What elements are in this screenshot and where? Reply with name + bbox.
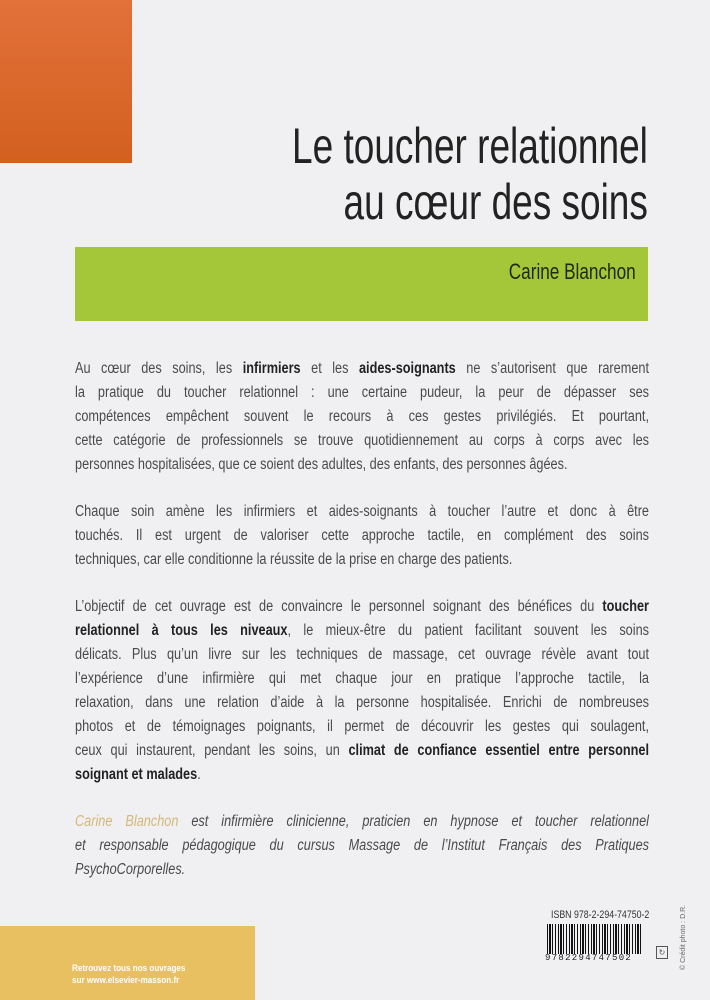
promo-website: sur www.elsevier-masson.fr [72, 975, 180, 985]
paragraph [75, 357, 649, 477]
text-segment: PsychoCorporelles. [75, 861, 186, 878]
bold-text: toucher [602, 598, 649, 615]
bold-text: relationnel à tous les niveaux [75, 622, 288, 639]
text-line [75, 643, 649, 667]
text-line [75, 429, 649, 453]
text-line [75, 524, 649, 548]
text-segment: délicats. Plus qu’un livre sur les techniques de massage, cet ouvrage révèle avant tout [75, 646, 649, 663]
paragraph [75, 595, 649, 787]
text-line [75, 810, 649, 834]
text-segment: , le mieux-être du patient facilitant souvent les soins [287, 622, 649, 639]
author-banner [75, 247, 648, 321]
recycle-icon: ↻ [656, 946, 668, 959]
barcode [547, 924, 641, 954]
bold-text: aides-soignants [358, 360, 456, 377]
text-line [75, 834, 649, 858]
author-name: Carine Blanchon [509, 259, 636, 284]
photo-credit: © Crédit photo : D.R. [680, 904, 687, 970]
text-segment: cette catégorie de professionnels se trouve quotidiennement au corps à corps avec les [75, 432, 649, 449]
barcode-digits: 9782294747502 [545, 953, 633, 963]
text-segment: Chaque soin amène les infirmiers et aides-soignants à toucher l’autre et donc à être [75, 503, 649, 520]
title-line-1: Le toucher relationnel [292, 118, 648, 174]
text-line [75, 739, 649, 763]
text-segment: l’expérience d’une infirmière qui met chaque jour en pratique l’approche tactile, la [75, 670, 649, 687]
title-line-2: au cœur des soins [343, 174, 648, 230]
bold-text: infirmiers [242, 360, 301, 377]
promo-block [0, 926, 255, 1000]
text-line [75, 667, 649, 691]
text-line [75, 357, 649, 381]
text-segment: techniques, car elle conditionne la réussite de la prise en charge des patients. [75, 551, 513, 568]
text-line [75, 715, 649, 739]
text-segment: touchés. Il est urgent de valoriser cette approche tactile, en complément des soins [75, 527, 649, 544]
text-line [75, 500, 649, 524]
text-line [75, 763, 649, 787]
text-segment: la pratique du toucher relationnel : une certaine pudeur, la peur de dépasser ses [75, 384, 649, 401]
text-segment: et les [300, 360, 359, 377]
text-segment: est infirmière clinicienne, praticien en hypnose et toucher relationnel [178, 813, 650, 830]
text-line [75, 691, 649, 715]
text-segment: Au cœur des soins, les [75, 360, 243, 377]
text-line [75, 595, 649, 619]
paragraph [75, 500, 649, 572]
text-line [75, 381, 649, 405]
promo-line-1: Retrouvez tous nos ouvrages [72, 963, 186, 973]
text-segment: personnes hospitalisées, que ce soient des adultes, des enfants, des personnes âgées. [75, 456, 568, 473]
orange-block [0, 0, 132, 163]
text-line [75, 453, 649, 477]
bold-text: climat de confiance essentiel entre personnel [348, 742, 649, 759]
text-segment: L’objectif de cet ouvrage est de convaincre le personnel soignant des bénéfices du [75, 598, 603, 615]
author-bio [75, 810, 649, 882]
text-segment: ne s’autorisent que rarement [455, 360, 649, 377]
isbn: ISBN 978-2-294-74750-2 [551, 909, 650, 921]
text-segment: . [197, 766, 201, 783]
text-segment: ceux qui instaurent, pendant les soins, un [75, 742, 349, 759]
blurb [75, 357, 649, 882]
bio-author-name: Carine Blanchon [75, 813, 179, 830]
text-segment: et responsable pédagogique du cursus Massage de l’Institut Français des Pratiques [75, 837, 649, 854]
text-segment: photos et de témoignages poignants, il permet de découvrir les gestes qui soulagent, [75, 718, 649, 735]
text-line [75, 619, 649, 643]
text-segment: relaxation, dans une relation d’aide à la personne hospitalisée. Enrichi de nombreuses [75, 694, 649, 711]
bold-text: soignant et malades [75, 766, 198, 783]
text-line [75, 858, 649, 882]
text-line [75, 548, 649, 572]
book-title [292, 118, 648, 230]
promo-text [72, 962, 185, 986]
text-segment: compétences empêchent souvent le recours à ces gestes privilégiés. Et pourtant, [75, 408, 649, 425]
text-line [75, 405, 649, 429]
